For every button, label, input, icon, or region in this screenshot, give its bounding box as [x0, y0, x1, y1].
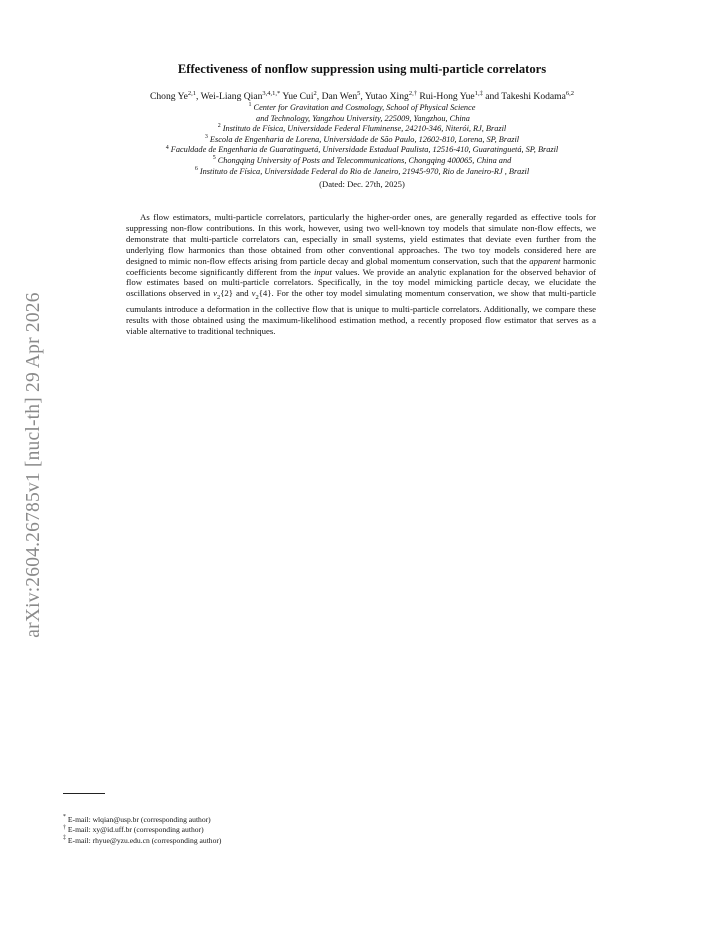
affiliation: $^1$ Center for Gravitation and Cosmology, School of Physical Science	[248, 102, 476, 112]
affiliation-list	[60, 103, 664, 190]
affiliation: $^2$ Instituto de Física, Universidade Federal Fluminense, 24210-346, Niterói, RJ, Brazil	[217, 123, 507, 134]
footnotes	[63, 815, 463, 846]
emphasis: apparent	[529, 255, 561, 266]
affiliation: $^5$ Chongqing University of Posts and Telecommunications, Chongqing 400065, China and	[212, 155, 512, 165]
author: Yue Cui$^2$	[282, 89, 317, 102]
abstract-paragraph: As flow estimators, multi-particle correlators, particularly the higher-order ones, are generally regarded as effective tools for suppressing non-flow contributions. In this work, however, using two well-known toy models that simulate non-flow effects, we demonstrate that multi-particle correlators can, especially in small systems, yield estimates that deviate even further from the underlying flow harmonics than those obtained from other conventional approaches. The two toy models considered here are designed to mimic non-flow effects arising from particle decay and global momentum conservation, such that the apparent harmonic coefficients become significantly different from the input values. We provide an analytic explanation for the observed behavior of flow estimates based on multi-particle correlators. Specifically, in the toy model mimicking particle decay, we elucidate the oscillations observed in $v_2\{2\}$ and $v_2\{4\}$. For the other toy model simulating momentum conservation, we show that multi-particle cumulants introduce a deformation in the collective flow that is unique to multi-particle correlators. Additionally, we compare these results with those obtained using the maximum-likelihood estimation method, a recently proposed flow estimator that serves as a viable alternative to traditional techniques.	[126, 212, 596, 336]
author: Chong Ye$^{2,1}$	[149, 89, 196, 102]
author-list: Chong Ye$^{2,1}$, Wei-Liang Qian$^{3,4,1,*}$ Yue Cui$^2$, Dan Wen$^5$, Yutao Xing$^{2,\dagger}$ Rui-Hong Yue$^{1,\ddagger}$ and Takeshi Kodama$^{6,2}$	[149, 89, 575, 102]
math-v2-4: $v_2\{4\}$	[251, 288, 272, 302]
footnote: * E-mail: wlqian@usp.br (corresponding author)	[63, 814, 211, 824]
dated-line: (Dated: Dec. 27th, 2025)	[319, 179, 405, 190]
affiliation: $^4$ Faculdade de Engenharia de Guaratinguetá, Universidade Estadual Paulista, 12516-410, Guaratinguetá, SP, Brazil	[165, 144, 559, 155]
math-v2-2: $v_2\{2\}$	[213, 288, 234, 302]
author: Wei-Liang Qian$^{3,4,1,*}$	[200, 89, 281, 102]
footnote: † E-mail: xy@id.uff.br (corresponding author)	[63, 824, 204, 835]
footnote: ‡ E-mail: rhyue@yzu.edu.cn (corresponding author)	[63, 835, 222, 845]
footnote-divider	[63, 793, 105, 794]
author: Yutao Xing$^{2,\dagger}$	[364, 89, 417, 102]
author: Rui-Hong Yue$^{1,\ddagger}$	[419, 89, 483, 102]
paper-title: Effectiveness of nonflow suppression using multi-particle correlators	[177, 62, 547, 76]
author: Takeshi Kodama$^{6,2}$	[501, 89, 575, 102]
affiliation: $^6$ Instituto de Física, Universidade Federal do Rio de Janeiro, 21945-970, Rio de Janeiro-RJ , Brazil	[194, 165, 530, 176]
arxiv-stamp-text: arXiv:2604.26785v1 [nucl-th] 29 Apr 2026	[23, 292, 44, 638]
arxiv-identifier-stamp	[12, 255, 56, 675]
affiliation: $^3$ Escola de Engenharia de Lorena, Universidade de São Paulo, 12602-810, Lorena, SP, Brazil	[204, 134, 520, 144]
affiliation: and Technology, Yangzhou University, 225009, Yangzhou, China	[256, 113, 470, 123]
author: Dan Wen$^5$	[321, 89, 361, 102]
emphasis: input	[313, 266, 332, 277]
abstract	[126, 212, 596, 337]
